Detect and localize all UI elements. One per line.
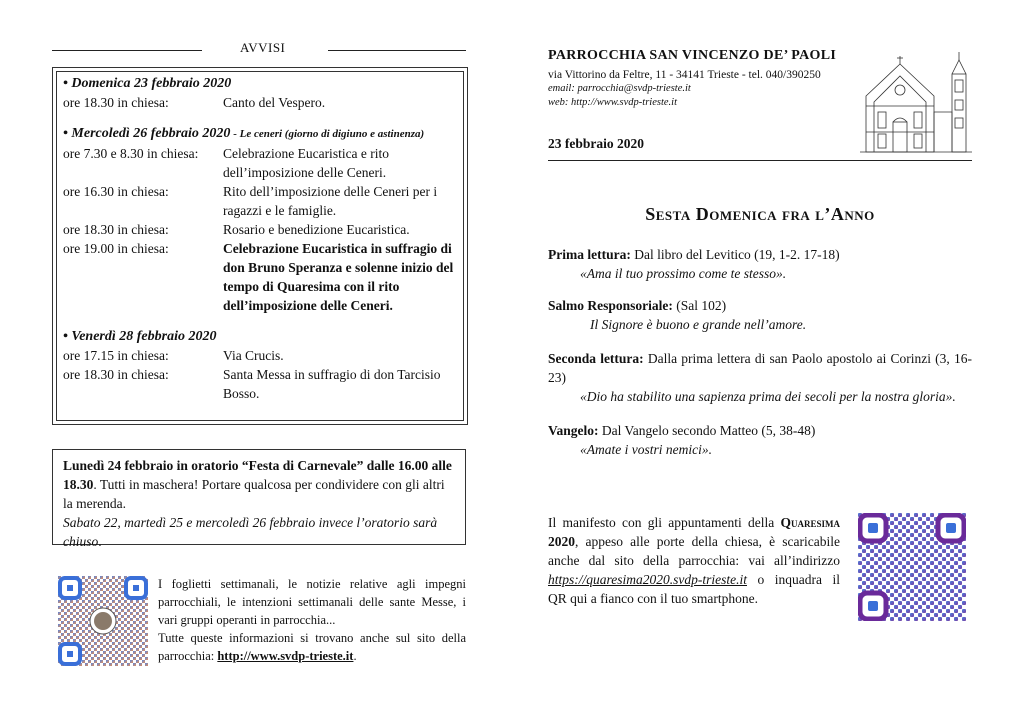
qr-left-svg <box>58 576 148 666</box>
header-rule <box>548 160 972 161</box>
reading-quote: «Amate i vostri nemici». <box>580 442 712 457</box>
footer-text <box>158 575 466 665</box>
event-desc: Santa Messa in suffragio di don Tarcisio Bosso. <box>223 367 441 401</box>
church-illustration <box>860 48 972 156</box>
reading-quote: «Dio ha stabilito una sapienza prima dei secoli per la nostra gloria». <box>580 389 956 404</box>
reading-salmo <box>548 296 972 334</box>
reading-label: Prima lettura: <box>548 247 631 262</box>
reading-quote: «Ama il tuo prossimo come te stesso». <box>580 266 787 281</box>
event-row <box>63 144 463 182</box>
avvisi-box <box>52 67 468 425</box>
event-time: ore 18.30 in chiesa: <box>63 367 169 382</box>
reading-vangelo <box>548 421 972 459</box>
event-time: ore 16.30 in chiesa: <box>63 184 169 199</box>
qr-code-icon <box>858 513 966 621</box>
bulletin-date: 23 febbraio 2020 <box>548 136 644 151</box>
reading-text: Dalla prima lettera di san Paolo apostolo ai Corinzi (3, 16-23) <box>548 351 972 385</box>
event-desc: Via Crucis. <box>223 348 284 363</box>
event-time: ore 18.30 in chiesa: <box>63 95 169 110</box>
event-desc: Celebrazione Eucaristica e rito dell’imposizione delle Ceneri. <box>223 146 390 180</box>
quaresima-mid: , appeso alle porte della chiesa, è scaricabile anche dal sito della parrocchia: vai all’indirizzo <box>548 534 840 568</box>
footer-end: . <box>353 649 357 663</box>
event-heading: • Mercoledì 26 febbraio 2020 - Le ceneri (giorno di digiuno e astinenza) <box>63 126 425 141</box>
reading-prima <box>548 245 972 283</box>
event-desc: Canto del Vespero. <box>223 95 326 110</box>
event-time: ore 19.00 in chiesa: <box>63 241 169 256</box>
parish-email: email: parrocchia@svdp-trieste.it <box>548 83 691 94</box>
reading-text: Dal Vangelo secondo Matteo (5, 38-48) <box>598 423 816 438</box>
avvisi-title: AVVISI <box>240 40 286 55</box>
parish-address: via Vittorino da Feltre, 11 - 34141 Trieste - tel. 040/390250 <box>548 69 821 81</box>
event-row <box>63 182 463 220</box>
avvisi-content <box>63 74 463 403</box>
church-facade-icon <box>860 48 972 156</box>
carnevale-text: . Tutti in maschera! Portare qualcosa per condividere con gli altri la merenda. <box>63 477 445 511</box>
event-time: ore 17.15 in chiesa: <box>63 348 169 363</box>
reading-label: Vangelo: <box>548 423 599 438</box>
reading-seconda <box>548 349 972 406</box>
carnevale-box <box>52 449 466 549</box>
carnevale-headline: Lunedì 24 febbraio in oratorio “Festa di Carnevale” dalle 16.00 alle 18.30 <box>63 458 452 492</box>
event-desc: Rito dell’imposizione delle Ceneri per i ragazzi e le famiglie. <box>223 184 438 218</box>
quaresima-word: Quaresima <box>780 515 840 530</box>
event-time: ore 18.30 in chiesa: <box>63 222 169 237</box>
event-heading: • Venerdì 28 febbraio 2020 <box>63 329 217 344</box>
qr-right-svg <box>858 513 966 621</box>
qr-code-icon <box>58 576 148 666</box>
reading-label: Salmo Responsoriale: <box>548 298 673 313</box>
event-desc: Rosario e benedizione Eucaristica. <box>223 222 410 237</box>
parish-name: PARROCCHIA SAN VINCENZO DE’ PAOLI <box>548 48 837 63</box>
event-heading: • Domenica 23 febbraio 2020 <box>63 76 232 91</box>
reading-text: Dal libro del Levitico (19, 1-2. 17-18) <box>630 247 840 262</box>
event-time: ore 7.30 e 8.30 in chiesa: <box>63 146 199 161</box>
event-row <box>63 220 463 239</box>
parish-web: web: http://www.svdp-trieste.it <box>548 97 678 108</box>
event-domenica <box>63 74 463 112</box>
quaresima-pre: Il manifesto con gli appuntamenti della <box>548 515 781 530</box>
event-row <box>63 239 463 315</box>
quaresima-year: 2020 <box>548 534 575 549</box>
footer-text-1: I foglietti settimanali, le notizie relative agli impegni parrocchiali, le intenzioni settimanali delle sante Messe, i vari gruppi operanti in parrocchia... <box>158 577 466 627</box>
footer-text-2: Tutte queste informazioni si trovano anche sul sito della parrocchia: <box>158 631 466 663</box>
event-note: - Le ceneri (giorno di digiuno e astinenza) <box>230 128 425 140</box>
avvisi-rule-right <box>328 50 466 51</box>
event-row <box>63 365 463 403</box>
reading-label: Seconda lettura: <box>548 351 644 366</box>
event-venerdi <box>63 327 463 403</box>
parish-website-link[interactable]: http://www.svdp-trieste.it <box>217 649 354 663</box>
event-row <box>63 93 463 112</box>
parish-address-block <box>548 68 821 110</box>
quaresima-link[interactable]: https://quaresima2020.svdp-trieste.it <box>548 572 747 587</box>
event-desc: Celebrazione Eucaristica in suffragio di don Bruno Speranza e solenne inizio del tempo di Quaresima con il rito dell’imposizione delle Ceneri. <box>223 241 454 313</box>
reading-quote: Il Signore è buono e grande nell’amore. <box>590 317 807 332</box>
avvisi-rule-left <box>52 50 202 51</box>
page-title: Sesta Domenica fra l’Anno <box>645 204 875 224</box>
event-mercoledi <box>63 124 463 315</box>
event-row <box>63 346 463 365</box>
carnevale-end: . <box>98 534 102 549</box>
reading-text: (Sal 102) <box>672 298 727 313</box>
quaresima-end: o inquadra il QR qui a fianco con il tuo smartphone. <box>548 572 840 606</box>
carnevale-note: Sabato 22, martedì 25 e mercoledì 26 febbraio invece l’oratorio sarà chiuso <box>63 515 438 549</box>
quaresima-text <box>548 513 840 608</box>
